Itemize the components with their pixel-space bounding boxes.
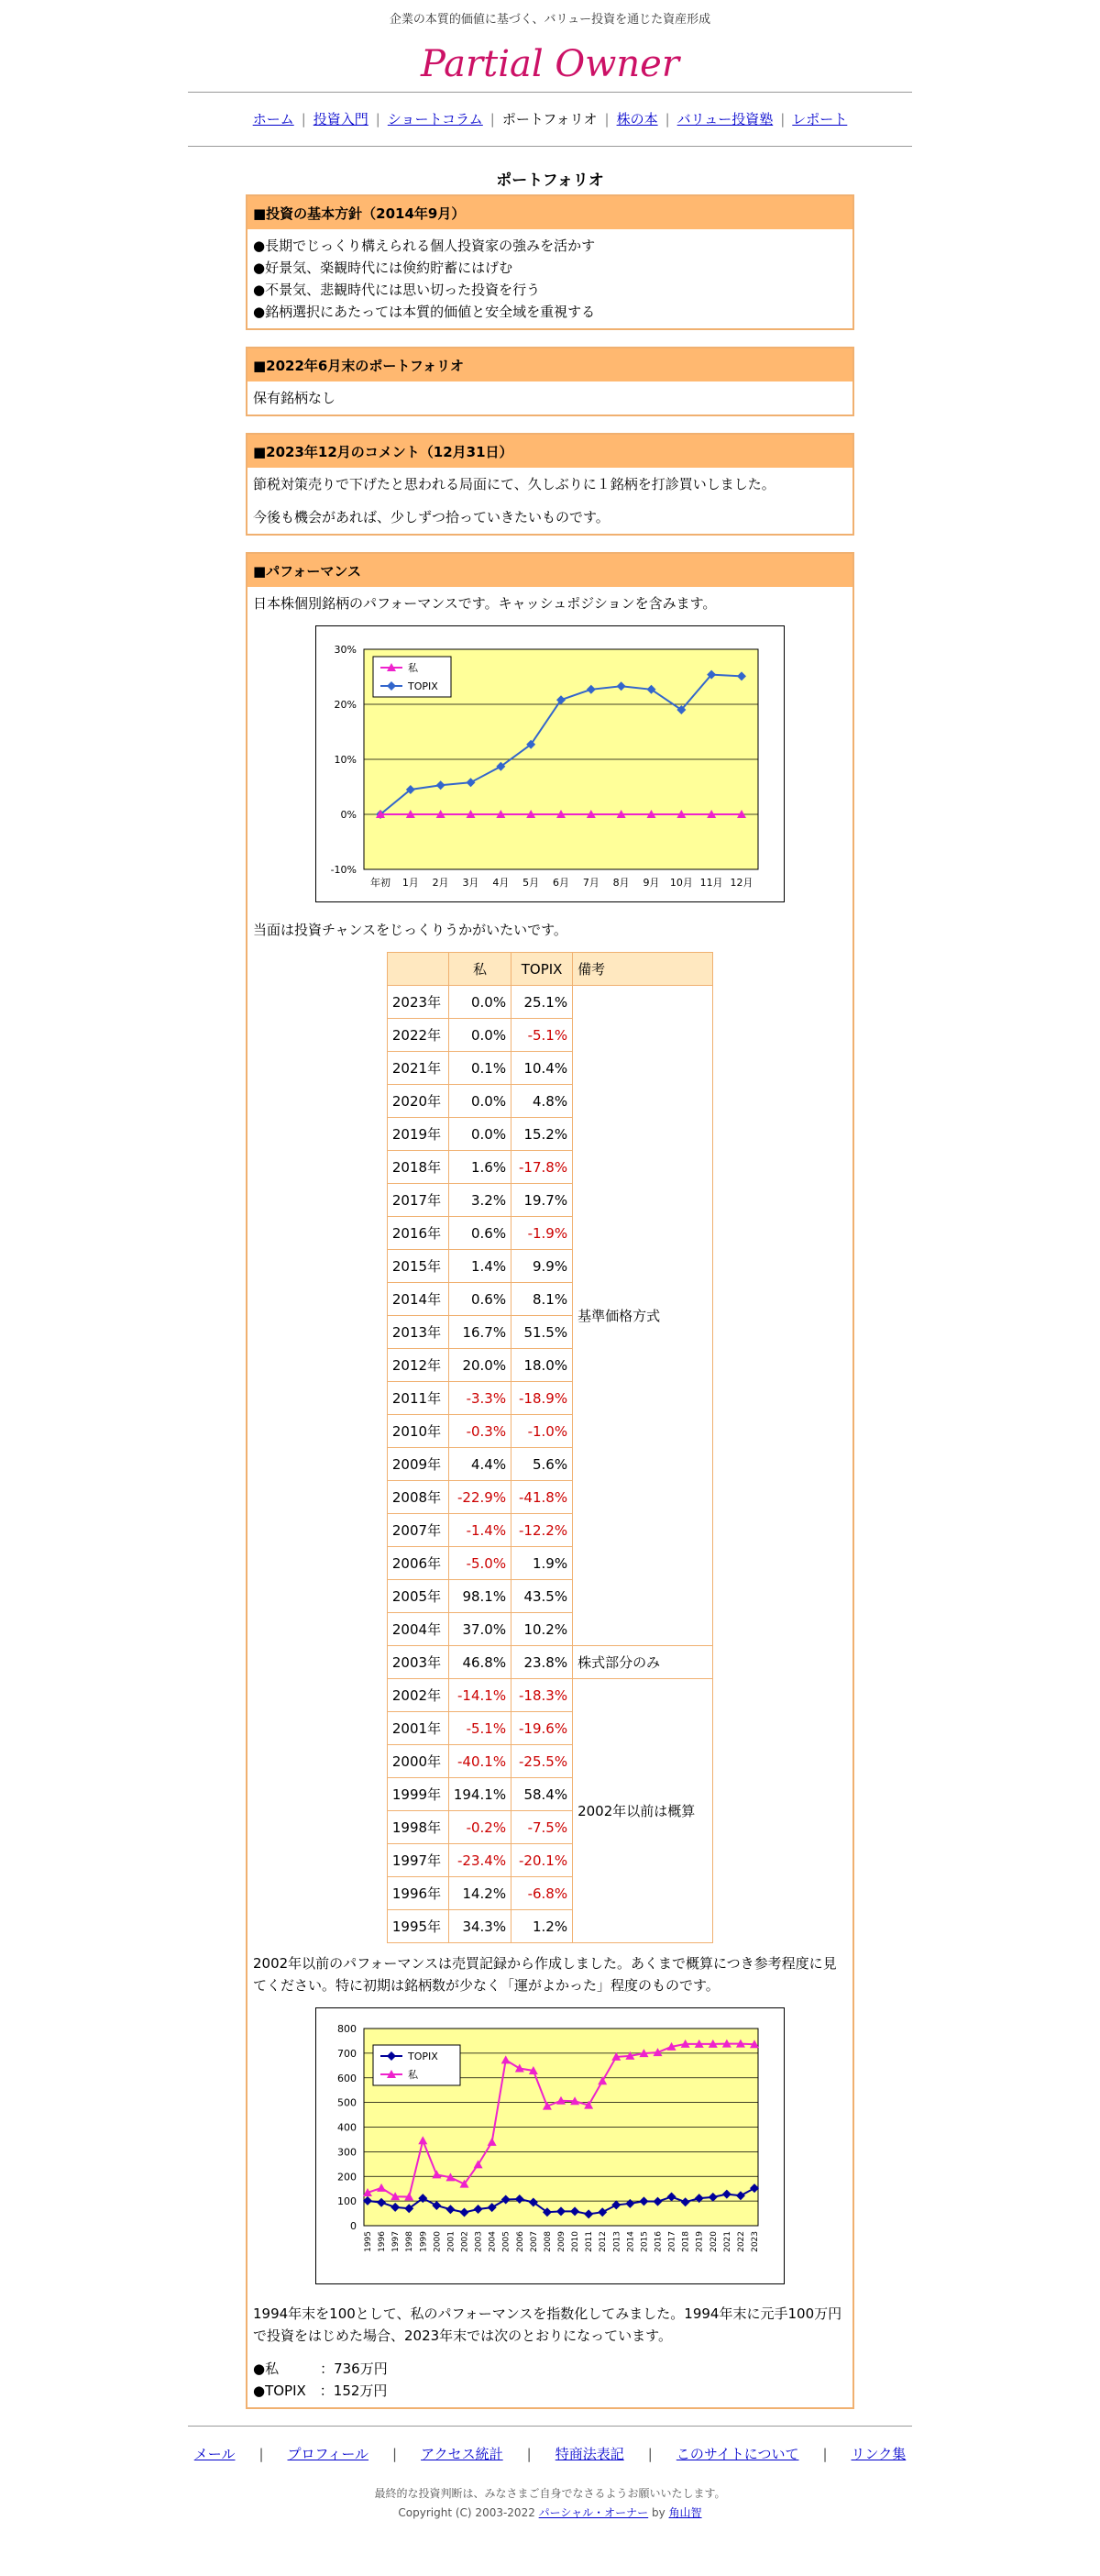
- x-tick-label: 2022: [736, 2231, 746, 2252]
- footer-separator: |: [822, 2446, 828, 2462]
- performance-intro: 日本株個別銘柄のパフォーマンスです。キャッシュポジションを含みます。: [253, 595, 717, 612]
- table-cell: 14.2%: [448, 1877, 511, 1910]
- table-cell: 2003年: [387, 1646, 448, 1679]
- table-cell: 2004年: [387, 1613, 448, 1646]
- table-row: [387, 1646, 712, 1679]
- performance-body: [248, 587, 852, 2407]
- x-tick-label: 9月: [643, 877, 660, 889]
- copyright-text: Copyright (C) 2003-2022: [398, 2506, 539, 2519]
- table-cell: -40.1%: [448, 1745, 511, 1778]
- table-cell: 0.0%: [448, 1019, 511, 1052]
- table-cell: 2002年: [387, 1679, 448, 1712]
- table-cell: 2023年: [387, 986, 448, 1019]
- table-cell: 0.0%: [448, 1085, 511, 1118]
- y-tick-label: 30%: [334, 644, 357, 656]
- nav-books[interactable]: 株の本: [616, 111, 658, 127]
- table-cell: -1.4%: [448, 1514, 511, 1547]
- portfolio-body: 保有銘柄なし: [253, 390, 336, 406]
- table-cell: 19.7%: [512, 1184, 573, 1217]
- comment-heading: ■2023年12月のコメント（12月31日）: [248, 435, 852, 468]
- table-cell: 18.0%: [512, 1349, 573, 1382]
- table-cell: -5.1%: [448, 1712, 511, 1745]
- table-cell: 1.4%: [448, 1250, 511, 1283]
- table-cell: -18.9%: [512, 1382, 573, 1415]
- table-header: [387, 953, 448, 986]
- x-tick-label: 12月: [730, 877, 754, 889]
- table-cell: 43.5%: [512, 1580, 573, 1613]
- comment-paragraph: 今後も機会があれば、少しずつ拾っていきたいものです。: [253, 509, 610, 525]
- table-cell: 2021年: [387, 1052, 448, 1085]
- nav-home[interactable]: ホーム: [252, 111, 294, 127]
- x-tick-label: 年初: [370, 877, 390, 889]
- index-chart-svg: [316, 2008, 784, 2283]
- table-cell: -14.1%: [448, 1679, 511, 1712]
- table-cell: 1.9%: [512, 1547, 573, 1580]
- table-cell: 10.4%: [512, 1052, 573, 1085]
- copyright-by: by: [648, 2506, 669, 2519]
- after-table-text: 2002年以前のパフォーマンスは売買記録から作成しました。あくまで概算につき参考程度に見てください。特に初期は銘柄数が少なく「運がよかった」程度のものです。: [253, 1955, 837, 1994]
- table-header: 備考: [573, 953, 713, 986]
- policy-body: [248, 229, 852, 328]
- y-tick-label: 200: [337, 2171, 357, 2184]
- nav-separator: |: [301, 111, 306, 127]
- table-note-cell: 2002年以前は概算: [573, 1679, 713, 1943]
- page-title: ポートフォリオ: [496, 171, 604, 190]
- table-cell: 1997年: [387, 1844, 448, 1877]
- x-tick-label: 2001: [446, 2231, 456, 2252]
- x-tick-label: 2014: [626, 2231, 636, 2252]
- x-tick-label: 8月: [612, 877, 630, 889]
- legend-label: TOPIX: [408, 2051, 438, 2062]
- y-tick-label: 700: [337, 2047, 357, 2060]
- table-cell: -0.2%: [448, 1811, 511, 1844]
- y-tick-label: 500: [337, 2096, 357, 2109]
- table-cell: 2000年: [387, 1745, 448, 1778]
- table-cell: 46.8%: [448, 1646, 511, 1679]
- table-cell: 2012年: [387, 1349, 448, 1382]
- nav-intro[interactable]: 投資入門: [313, 111, 368, 127]
- x-tick-label: 6月: [553, 877, 569, 889]
- table-cell: 98.1%: [448, 1580, 511, 1613]
- y-tick-label: 20%: [334, 699, 357, 711]
- table-cell: 15.2%: [512, 1118, 573, 1151]
- portfolio-box: [246, 347, 854, 416]
- x-tick-label: 2007: [529, 2231, 539, 2252]
- table-cell: 5.6%: [512, 1448, 573, 1481]
- y-tick-label: -10%: [330, 864, 357, 876]
- table-cell: 4.8%: [512, 1085, 573, 1118]
- table-cell: 2016年: [387, 1217, 448, 1250]
- table-cell: 0.1%: [448, 1052, 511, 1085]
- site-logo[interactable]: Partial Owner: [421, 43, 679, 85]
- footer-separator: |: [258, 2446, 264, 2462]
- y-tick-label: 100: [337, 2195, 357, 2208]
- table-cell: 2010年: [387, 1415, 448, 1448]
- footer-nav: [0, 2427, 1100, 2482]
- comment-body: [248, 468, 852, 534]
- divider: [188, 146, 912, 147]
- x-tick-label: 5月: [522, 877, 540, 889]
- x-tick-label: 2011: [585, 2231, 595, 2252]
- table-cell: 2006年: [387, 1547, 448, 1580]
- top-nav: [0, 93, 1100, 146]
- copyright-author-link[interactable]: 角山智: [668, 2506, 702, 2519]
- nav-separator: |: [604, 111, 610, 127]
- x-tick-label: 2009: [557, 2231, 566, 2252]
- table-cell: 16.7%: [448, 1316, 511, 1349]
- x-tick-label: 2018: [681, 2231, 691, 2252]
- table-cell: 2009年: [387, 1448, 448, 1481]
- site-tagline: 企業の本質的価値に基づく、バリュー投資を通じた資産形成: [389, 13, 711, 27]
- nav-portfolio-current: ポートフォリオ: [501, 111, 598, 127]
- performance-heading: ■パフォーマンス: [248, 554, 852, 587]
- y-tick-label: 800: [337, 2023, 357, 2035]
- table-cell: 1998年: [387, 1811, 448, 1844]
- table-cell: 25.1%: [512, 986, 573, 1019]
- nav-separator: |: [375, 111, 380, 127]
- table-cell: 2019年: [387, 1118, 448, 1151]
- footer-copyright: [0, 2504, 1100, 2520]
- table-cell: 2013年: [387, 1316, 448, 1349]
- legend-label: 私: [408, 2069, 418, 2081]
- policy-line: ●長期でじっくり構えられる個人投資家の強みを活かす: [253, 238, 596, 254]
- legend-label: 私: [408, 662, 418, 674]
- x-tick-label: 2015: [640, 2231, 650, 2252]
- x-tick-label: 10月: [669, 877, 693, 889]
- table-cell: -25.5%: [512, 1745, 573, 1778]
- policy-box: [246, 194, 854, 330]
- x-tick-label: 2017: [667, 2231, 677, 2252]
- table-cell: -1.0%: [512, 1415, 573, 1448]
- table-header: 私: [448, 953, 511, 986]
- x-tick-label: 2000: [433, 2231, 443, 2252]
- table-cell: 194.1%: [448, 1778, 511, 1811]
- x-tick-label: 4月: [492, 877, 510, 889]
- y-tick-label: 400: [337, 2121, 357, 2134]
- result-me: ●私 ：736万円: [253, 2360, 388, 2377]
- x-tick-label: 1995: [364, 2231, 373, 2252]
- nav-value-school[interactable]: バリュー投資塾: [676, 111, 774, 127]
- x-tick-label: 2002: [460, 2231, 470, 2252]
- footer-separator: |: [647, 2446, 653, 2462]
- comment-box: [246, 433, 854, 536]
- table-cell: -3.3%: [448, 1382, 511, 1415]
- comment-paragraph: 節税対策売りで下げたと思われる局面にて、久しぶりに１銘柄を打診買いしました。: [253, 476, 776, 492]
- performance-box: [246, 552, 854, 2409]
- result-topix: ●TOPIX ：152万円: [253, 2383, 388, 2399]
- x-tick-label: 2012: [599, 2231, 609, 2252]
- footer-profile[interactable]: プロフィール: [287, 2446, 369, 2462]
- x-tick-label: 2006: [515, 2231, 525, 2252]
- table-cell: 2014年: [387, 1283, 448, 1316]
- y-tick-label: 600: [337, 2072, 357, 2084]
- table-cell: 37.0%: [448, 1613, 511, 1646]
- table-note-cell: 基準価格方式: [573, 986, 713, 1646]
- table-cell: 0.0%: [448, 986, 511, 1019]
- policy-line: ●銘柄選択にあたっては本質的価値と安全域を重視する: [253, 304, 596, 320]
- after-chart-text: 当面は投資チャンスをじっくりうかがいたいです。: [253, 922, 567, 938]
- table-cell: 1.6%: [448, 1151, 511, 1184]
- table-cell: 1995年: [387, 1910, 448, 1943]
- table-cell: -19.6%: [512, 1712, 573, 1745]
- x-tick-label: 2023: [751, 2231, 760, 2252]
- index-note: 1994年末を100として、私のパフォーマンスを指数化してみました。1994年末に元手100万円で投資をはじめた場合、2023年末では次のとおりになっています。: [253, 2305, 842, 2344]
- performance-table: [387, 952, 713, 1943]
- table-cell: 20.0%: [448, 1349, 511, 1382]
- x-tick-label: 2016: [654, 2231, 664, 2252]
- table-cell: 2005年: [387, 1580, 448, 1613]
- table-cell: 2017年: [387, 1184, 448, 1217]
- nav-separator: |: [490, 111, 495, 127]
- table-cell: -5.0%: [448, 1547, 511, 1580]
- table-cell: 2008年: [387, 1481, 448, 1514]
- monthly-chart-svg: [316, 626, 784, 901]
- table-cell: 4.4%: [448, 1448, 511, 1481]
- x-tick-label: 2月: [432, 877, 449, 889]
- x-tick-label: 2019: [695, 2231, 705, 2252]
- x-tick-label: 2010: [571, 2231, 581, 2252]
- table-cell: 8.1%: [512, 1283, 573, 1316]
- table-cell: -5.1%: [512, 1019, 573, 1052]
- x-tick-label: 1999: [419, 2231, 429, 2252]
- table-cell: 34.3%: [448, 1910, 511, 1943]
- x-tick-label: 1998: [405, 2231, 415, 2252]
- footer-about[interactable]: このサイトについて: [676, 2446, 799, 2462]
- nav-short-column[interactable]: ショートコラム: [387, 111, 483, 127]
- footer-disclaimer: 最終的な投資判断は、みなさまご自身でなさるようお願いいたします。: [374, 2487, 726, 2500]
- x-tick-label: 1996: [378, 2231, 388, 2252]
- table-cell: -0.3%: [448, 1415, 511, 1448]
- table-cell: 2018年: [387, 1151, 448, 1184]
- footer-stats[interactable]: アクセス統計: [421, 2446, 503, 2462]
- table-cell: 3.2%: [448, 1184, 511, 1217]
- y-tick-label: 10%: [334, 754, 357, 766]
- table-cell: 9.9%: [512, 1250, 573, 1283]
- x-tick-label: 1月: [402, 877, 419, 889]
- table-cell: -41.8%: [512, 1481, 573, 1514]
- footer-links[interactable]: リンク集: [851, 2446, 907, 2462]
- table-cell: 2015年: [387, 1250, 448, 1283]
- footer-separator: |: [526, 2446, 532, 2462]
- portfolio-heading: ■2022年6月末のポートフォリオ: [248, 348, 852, 381]
- table-header-row: [387, 953, 712, 986]
- x-tick-label: 11月: [699, 877, 723, 889]
- x-tick-label: 2003: [474, 2231, 484, 2252]
- table-cell: 51.5%: [512, 1316, 573, 1349]
- table-cell: 2011年: [387, 1382, 448, 1415]
- table-cell: 0.6%: [448, 1283, 511, 1316]
- footer-mail[interactable]: メール: [193, 2446, 236, 2462]
- table-cell: 0.0%: [448, 1118, 511, 1151]
- x-tick-label: 2004: [488, 2231, 498, 2252]
- table-cell: -18.3%: [512, 1679, 573, 1712]
- table-cell: -12.2%: [512, 1514, 573, 1547]
- table-cell: -20.1%: [512, 1844, 573, 1877]
- table-cell: -23.4%: [448, 1844, 511, 1877]
- table-note-cell: 株式部分のみ: [573, 1646, 713, 1679]
- table-cell: 1.2%: [512, 1910, 573, 1943]
- table-header: TOPIX: [512, 953, 573, 986]
- y-tick-label: 300: [337, 2146, 357, 2159]
- index-chart: [315, 2007, 785, 2284]
- table-row: [387, 1679, 712, 1712]
- nav-separator: |: [665, 111, 670, 127]
- table-cell: 1996年: [387, 1877, 448, 1910]
- footer-legal[interactable]: 特商法表記: [555, 2446, 624, 2462]
- footer-separator: |: [392, 2446, 398, 2462]
- x-tick-label: 1997: [391, 2231, 402, 2252]
- table-cell: -7.5%: [512, 1811, 573, 1844]
- x-tick-label: 2005: [501, 2231, 512, 2252]
- policy-heading: ■投資の基本方針（2014年9月）: [248, 196, 852, 229]
- table-cell: 1999年: [387, 1778, 448, 1811]
- table-cell: -6.8%: [512, 1877, 573, 1910]
- x-tick-label: 2008: [543, 2231, 553, 2252]
- monthly-chart: [315, 625, 785, 902]
- table-cell: -1.9%: [512, 1217, 573, 1250]
- policy-line: ●好景気、楽観時代には倹約貯蓄にはげむ: [253, 260, 513, 276]
- table-cell: 10.2%: [512, 1613, 573, 1646]
- table-row: [387, 986, 712, 1019]
- x-tick-label: 2020: [709, 2231, 719, 2252]
- copyright-site-link[interactable]: パーシャル・オーナー: [538, 2506, 649, 2519]
- nav-separator: |: [780, 111, 786, 127]
- table-cell: -17.8%: [512, 1151, 573, 1184]
- x-tick-label: 2013: [612, 2231, 622, 2252]
- x-tick-label: 2021: [722, 2231, 732, 2252]
- table-cell: 0.6%: [448, 1217, 511, 1250]
- table-cell: 23.8%: [512, 1646, 573, 1679]
- nav-report[interactable]: レポート: [792, 111, 848, 127]
- table-cell: 2001年: [387, 1712, 448, 1745]
- table-cell: 2022年: [387, 1019, 448, 1052]
- table-cell: 2007年: [387, 1514, 448, 1547]
- x-tick-label: 3月: [462, 877, 479, 889]
- table-cell: -22.9%: [448, 1481, 511, 1514]
- policy-line: ●不景気、悲観時代には思い切った投資を行う: [253, 282, 541, 298]
- table-cell: 2020年: [387, 1085, 448, 1118]
- y-tick-label: 0%: [340, 809, 357, 821]
- table-cell: 58.4%: [512, 1778, 573, 1811]
- x-tick-label: 7月: [582, 877, 600, 889]
- y-tick-label: 0: [350, 2220, 357, 2232]
- legend-label: TOPIX: [408, 680, 438, 692]
